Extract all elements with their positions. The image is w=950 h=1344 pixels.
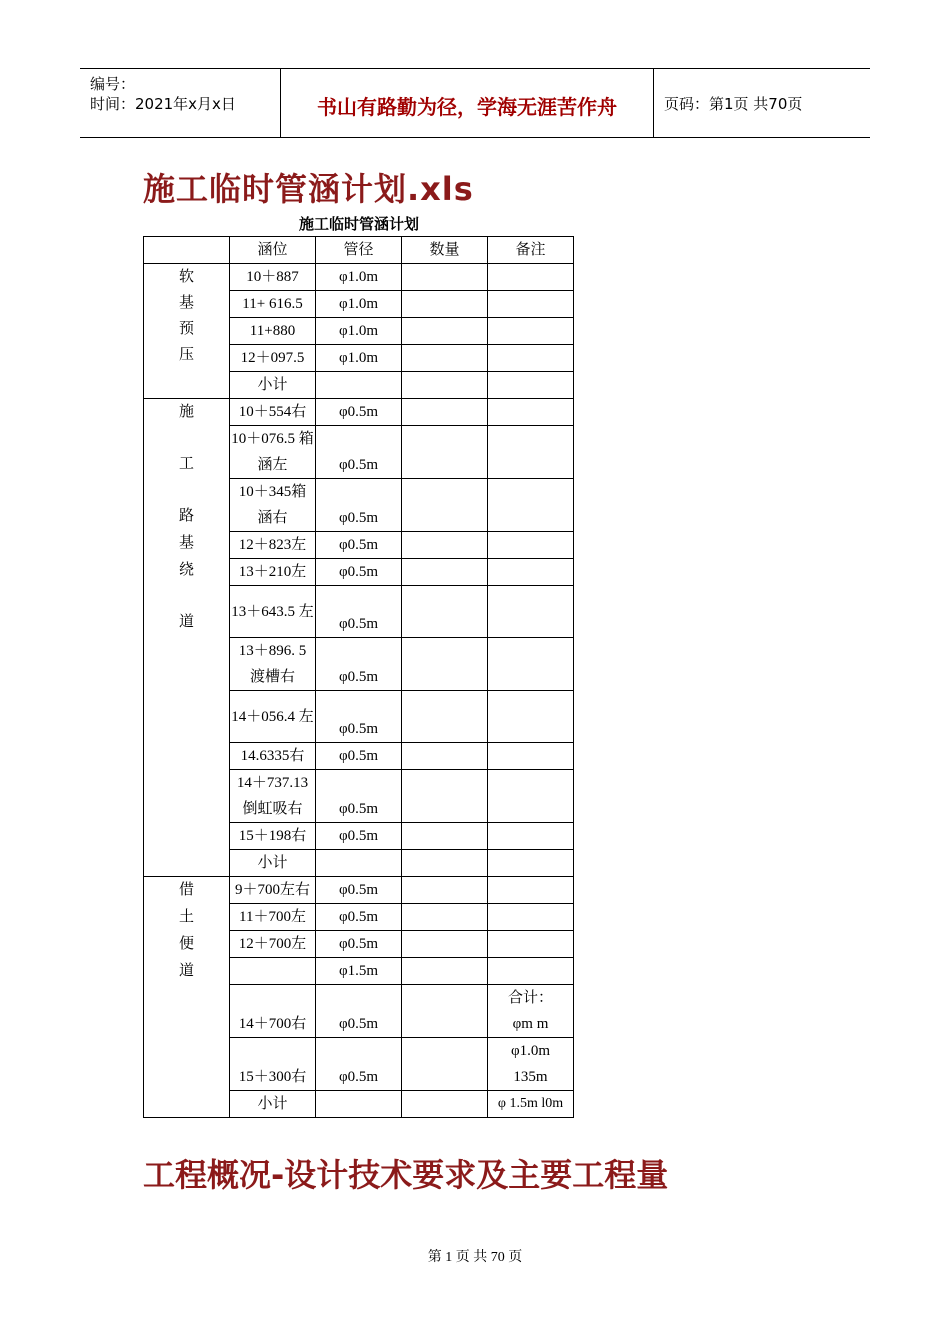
culvert-position: 10＋345箱 涵右 xyxy=(230,479,316,532)
quantity xyxy=(402,318,488,345)
pipe-diameter: φ1.0m xyxy=(316,264,402,291)
note xyxy=(488,345,574,372)
culvert-position: 15＋300右 xyxy=(230,1038,316,1091)
culvert-position: 14＋700右 xyxy=(230,985,316,1038)
header-cell-position: 涵位 xyxy=(230,237,316,264)
group-label-char: 便 xyxy=(178,936,194,952)
group-label-char: 软 xyxy=(178,269,194,285)
group-label-borrow-access-road xyxy=(144,877,230,1118)
pipe-diameter: φ0.5m xyxy=(316,479,402,532)
culvert-position: 10＋554右 xyxy=(230,399,316,426)
note xyxy=(488,877,574,904)
quantity xyxy=(402,743,488,770)
quantity xyxy=(402,638,488,691)
pipe-diameter: φ0.5m xyxy=(316,1038,402,1091)
pipe-diameter: φ1.0m xyxy=(316,345,402,372)
table-caption: 施工临时管涵计划 xyxy=(298,215,419,233)
document-number-label: 编号： xyxy=(90,75,136,93)
culvert-position: 12＋097.5 xyxy=(230,345,316,372)
culvert-position: 13＋210左 xyxy=(230,559,316,586)
pipe-diameter: φ1.0m xyxy=(316,318,402,345)
quantity xyxy=(402,850,488,877)
culvert-plan-table xyxy=(143,236,574,1118)
quantity xyxy=(402,479,488,532)
quantity xyxy=(402,823,488,850)
document-title: 施工临时管涵计划.xls xyxy=(143,170,474,208)
note xyxy=(488,586,574,638)
pipe-diameter: φ0.5m xyxy=(316,586,402,638)
quantity xyxy=(402,426,488,479)
pipe-diameter: φ1.0m xyxy=(316,291,402,318)
quantity xyxy=(402,877,488,904)
quantity xyxy=(402,958,488,985)
group-label-construction-detour xyxy=(144,399,230,877)
header-motto: 书山有路勤为径，学海无涯苦作舟 xyxy=(317,95,617,119)
group-label-char: 借 xyxy=(178,882,194,898)
note xyxy=(488,770,574,823)
header-page-cell xyxy=(654,69,870,137)
group-label-char: 道 xyxy=(178,614,194,630)
note xyxy=(488,691,574,743)
group-label-char: 基 xyxy=(178,535,194,551)
note xyxy=(488,958,574,985)
group-label-char: 基 xyxy=(178,295,194,311)
note xyxy=(488,904,574,931)
group-label-char: 预 xyxy=(178,321,194,337)
quantity xyxy=(402,532,488,559)
header-cell-group xyxy=(144,237,230,264)
note xyxy=(488,532,574,559)
section-title: 工程概况-设计技术要求及主要工程量 xyxy=(143,1156,669,1194)
quantity xyxy=(402,1038,488,1091)
note xyxy=(488,291,574,318)
culvert-position: 10＋076.5 箱涵左 xyxy=(230,426,316,479)
culvert-position: 11＋700左 xyxy=(230,904,316,931)
pipe-diameter: φ0.5m xyxy=(316,691,402,743)
culvert-position: 9＋700左右 xyxy=(230,877,316,904)
culvert-position: 11+ 616.5 xyxy=(230,291,316,318)
culvert-position: 13＋896. 5 渡槽右 xyxy=(230,638,316,691)
pipe-diameter: φ0.5m xyxy=(316,426,402,479)
page-footer: 第 1 页 共 70 页 xyxy=(427,1250,523,1265)
note xyxy=(488,559,574,586)
pipe-diameter: φ0.5m xyxy=(316,877,402,904)
pipe-diameter xyxy=(316,1091,402,1118)
subtotal-label: 小计 xyxy=(230,1091,316,1118)
quantity xyxy=(402,559,488,586)
quantity xyxy=(402,770,488,823)
pipe-diameter: φ0.5m xyxy=(316,638,402,691)
group-label-char: 施 xyxy=(178,404,194,420)
culvert-position: 12＋823左 xyxy=(230,532,316,559)
pipe-diameter: φ0.5m xyxy=(316,399,402,426)
quantity xyxy=(402,985,488,1038)
culvert-position xyxy=(230,958,316,985)
group-label-char: 道 xyxy=(178,963,194,979)
note xyxy=(488,931,574,958)
pipe-diameter: φ1.5m xyxy=(316,958,402,985)
note xyxy=(488,426,574,479)
note xyxy=(488,850,574,877)
pipe-diameter: φ0.5m xyxy=(316,823,402,850)
pipe-diameter xyxy=(316,850,402,877)
pipe-diameter: φ0.5m xyxy=(316,532,402,559)
table-row xyxy=(144,399,574,426)
note: φ 1.5m l0m xyxy=(488,1091,574,1118)
pipe-diameter: φ0.5m xyxy=(316,985,402,1038)
culvert-position: 14＋056.4 左 xyxy=(230,691,316,743)
page-header xyxy=(80,68,870,138)
header-page-info: 页码：第1页 共70页 xyxy=(664,95,803,113)
culvert-position: 15＋198右 xyxy=(230,823,316,850)
quantity xyxy=(402,399,488,426)
group-label-char: 土 xyxy=(178,909,194,925)
document-time-label: 时间：2021年x月x日 xyxy=(90,95,236,113)
note xyxy=(488,399,574,426)
culvert-position: 13＋643.5 左 xyxy=(230,586,316,638)
note xyxy=(488,743,574,770)
note xyxy=(488,318,574,345)
quantity xyxy=(402,931,488,958)
group-label-soft-foundation xyxy=(144,264,230,399)
quantity xyxy=(402,586,488,638)
culvert-position: 12＋700左 xyxy=(230,931,316,958)
subtotal-label: 小计 xyxy=(230,850,316,877)
group-label-char: 路 xyxy=(178,508,194,524)
note: φ1.0m 135m xyxy=(488,1038,574,1091)
culvert-position: 11+880 xyxy=(230,318,316,345)
subtotal-label: 小计 xyxy=(230,372,316,399)
pipe-diameter: φ0.5m xyxy=(316,559,402,586)
pipe-diameter xyxy=(316,372,402,399)
header-cell-diameter: 管径 xyxy=(316,237,402,264)
pipe-diameter: φ0.5m xyxy=(316,743,402,770)
group-label-char: 工 xyxy=(178,456,194,472)
pipe-diameter: φ0.5m xyxy=(316,770,402,823)
note: 合计：φm m xyxy=(488,985,574,1038)
note xyxy=(488,823,574,850)
pipe-diameter: φ0.5m xyxy=(316,904,402,931)
culvert-position: 14.6335右 xyxy=(230,743,316,770)
quantity xyxy=(402,291,488,318)
note xyxy=(488,479,574,532)
quantity xyxy=(402,372,488,399)
culvert-position: 14＋737.13 倒虹吸右 xyxy=(230,770,316,823)
quantity xyxy=(402,345,488,372)
note xyxy=(488,638,574,691)
table-row xyxy=(144,877,574,904)
header-motto-cell xyxy=(281,69,654,137)
culvert-position: 10＋887 xyxy=(230,264,316,291)
note xyxy=(488,372,574,399)
table-header-row xyxy=(144,237,574,264)
quantity xyxy=(402,691,488,743)
group-label-char: 绕 xyxy=(178,562,194,578)
quantity xyxy=(402,1091,488,1118)
group-label-char: 压 xyxy=(178,347,194,363)
pipe-diameter: φ0.5m xyxy=(316,931,402,958)
header-cell-quantity: 数量 xyxy=(402,237,488,264)
quantity xyxy=(402,904,488,931)
header-info-cell xyxy=(80,69,281,137)
table-row xyxy=(144,264,574,291)
header-cell-note: 备注 xyxy=(488,237,574,264)
note xyxy=(488,264,574,291)
quantity xyxy=(402,264,488,291)
